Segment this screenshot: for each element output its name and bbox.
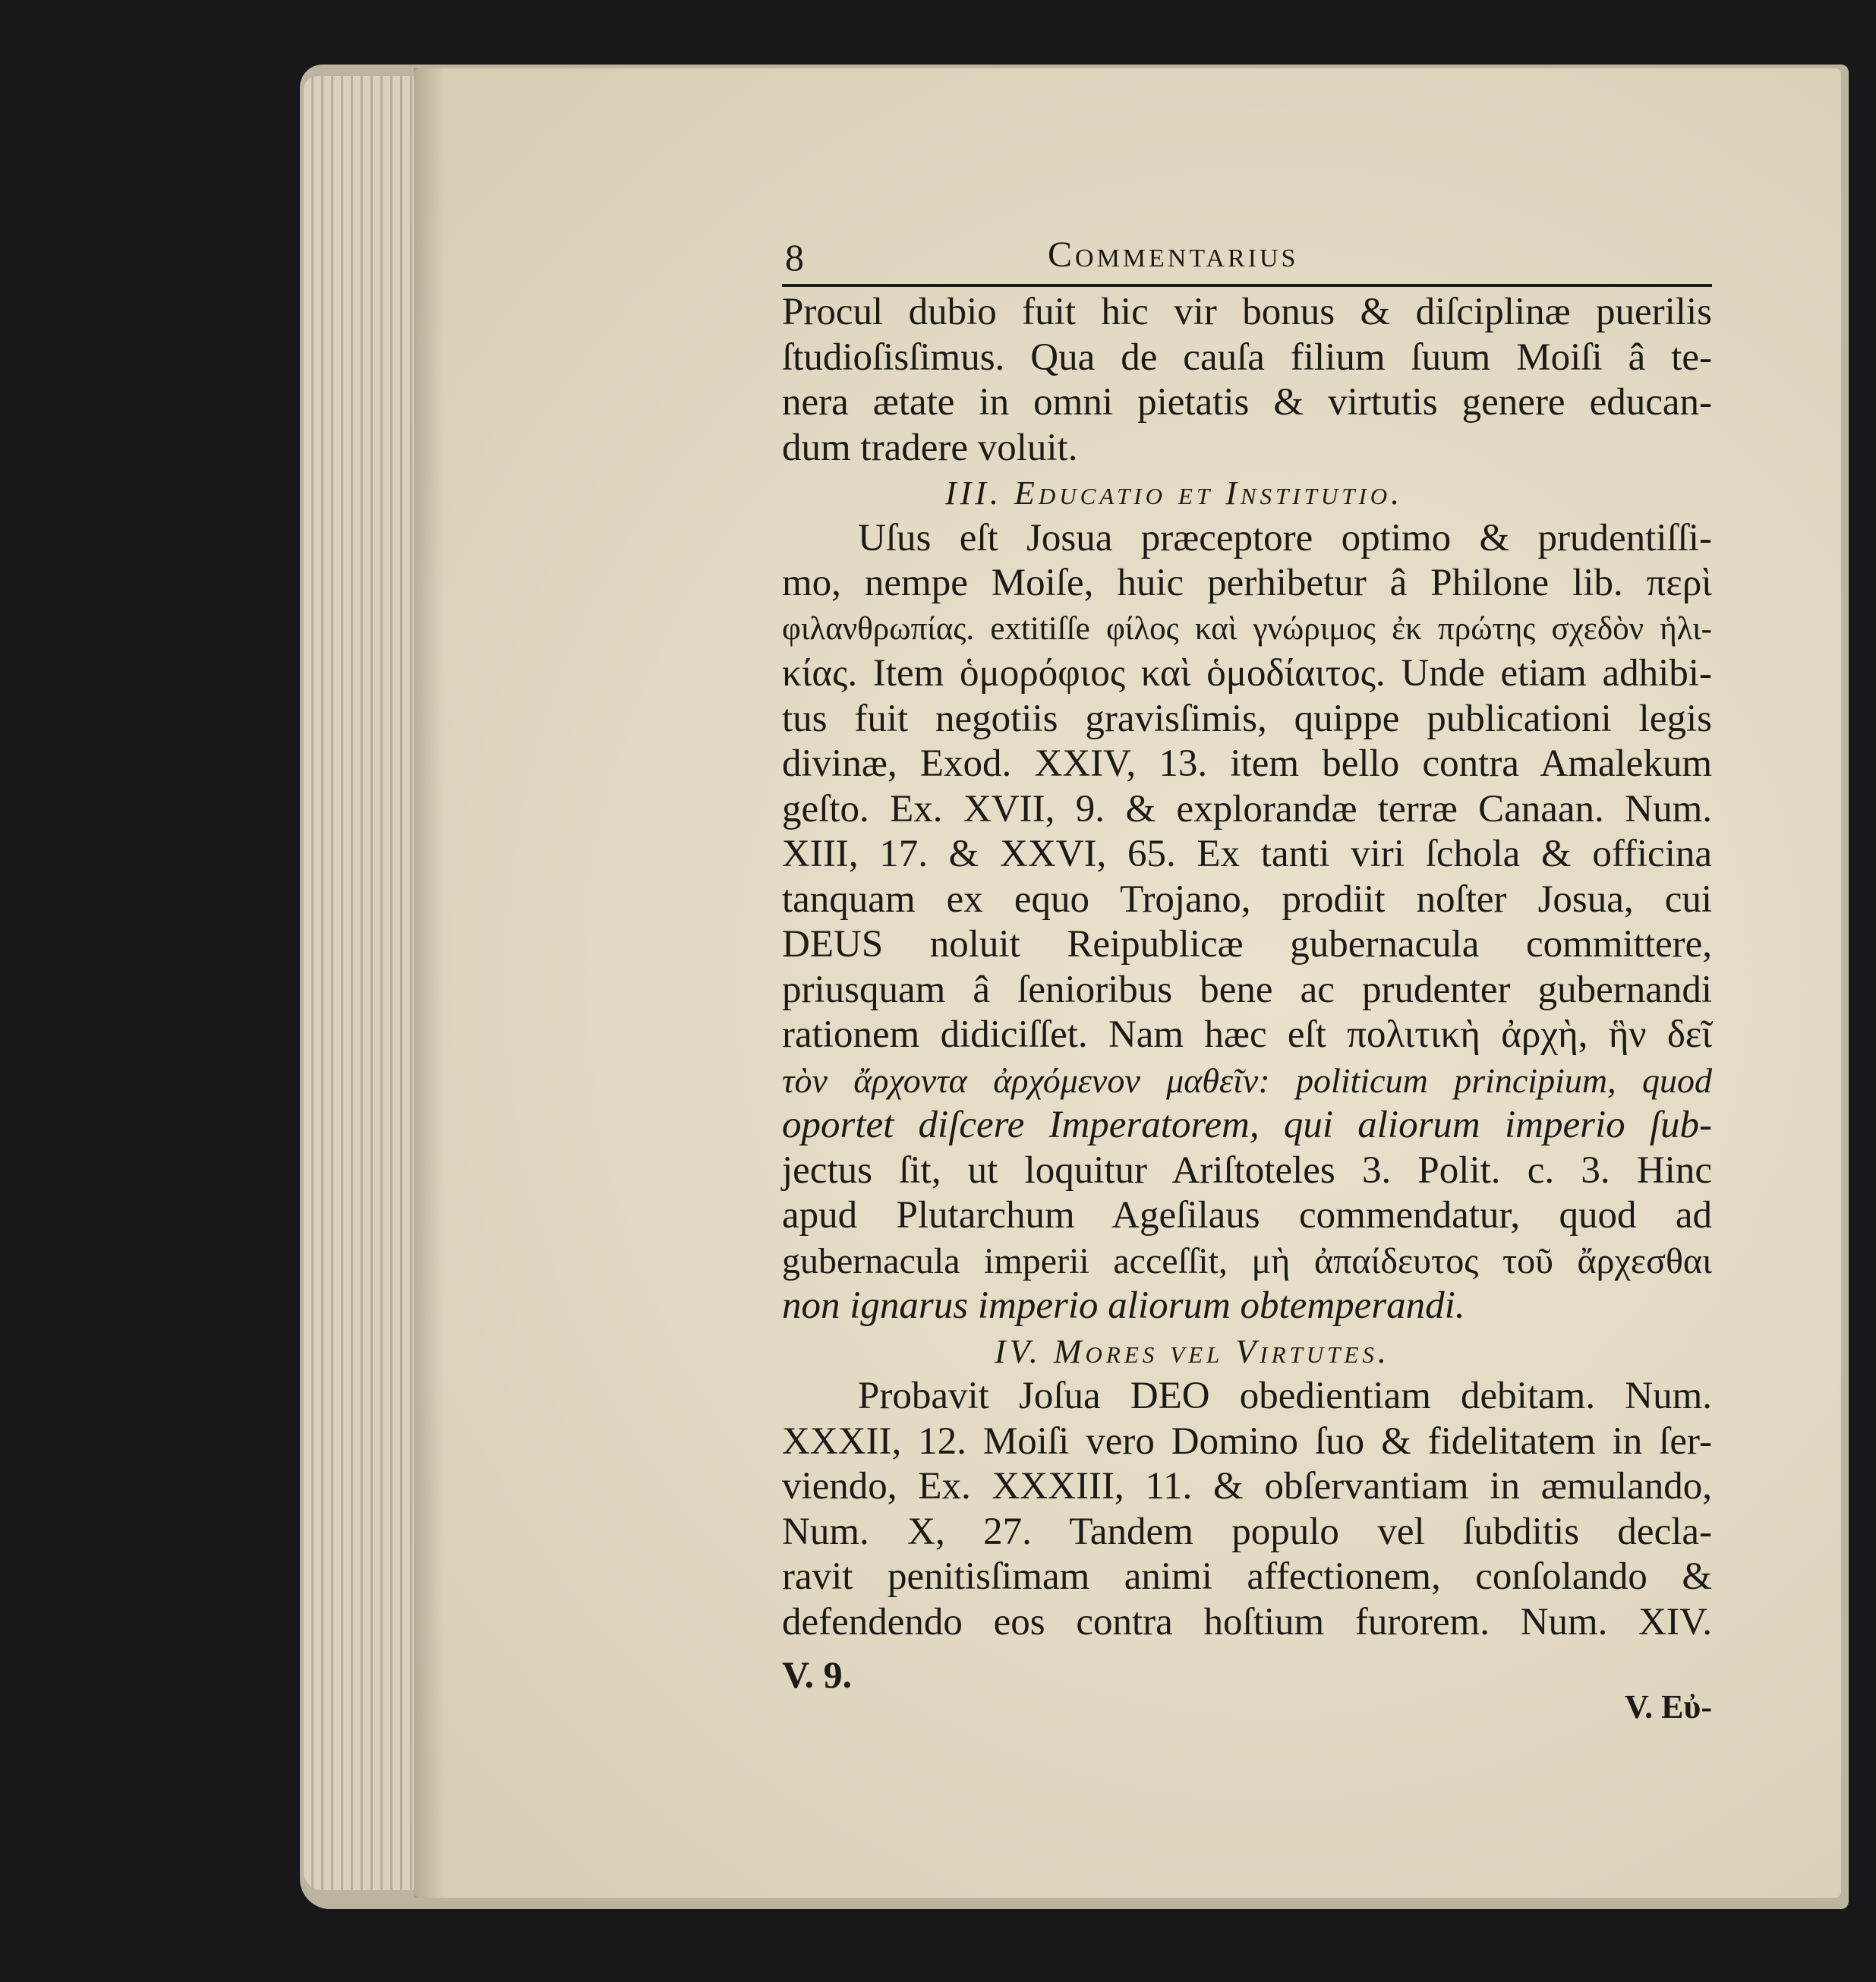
text-line: XIII, 17. & XXVI, 65. Ex tanti viri ſchola & officina: [782, 833, 1712, 875]
text-block: [782, 228, 1712, 1725]
text-line: XXXII, 12. Moiſi vero Domino ſuo & fidelitatem in ſer-: [782, 1420, 1712, 1463]
page-header: [782, 228, 1712, 282]
text-line: apud Plutarchum Ageſilaus commendatur, quod ad: [782, 1194, 1712, 1237]
text-line: non ignarus imperio aliorum obtemperandi.: [782, 1284, 1465, 1327]
section-heading-3: III. Educatio et Institutio.: [945, 474, 1404, 512]
text-line: Probavit Joſua DEO obedientiam debitam. Num.: [858, 1375, 1712, 1417]
text-line: φιλανθρωπίας. extitiſſe φίλος καὶ γνώριμος ἐκ πρώτης σχεδὸν ἡλι-: [782, 610, 1712, 647]
text-line: oportet diſcere Imperatorem, qui aliorum imperio ſub-: [782, 1104, 1712, 1146]
text-line: ravit penitisſimam animi affectionem, conſolando &: [782, 1555, 1712, 1598]
text-line: Uſus eſt Josua præceptore optimo & prudentiſſi-: [858, 516, 1712, 559]
text-line: geſto. Ex. XVII, 9. & explorandæ terræ Canaan. Num.: [782, 787, 1712, 830]
final-line: V. 9.: [782, 1653, 853, 1696]
text-line: tus fuit negotiis gravisſimis, quippe publicationi legis: [782, 697, 1712, 740]
catchword: V. Εὐ-: [1625, 1688, 1712, 1725]
text-line: mo, nempe Moiſe, huic perhibetur â Philone lib. περὶ: [782, 562, 1712, 604]
text-line: τὸν ἄρχοντα ἀρχόμενον μαθεῖν: politicum principium, quod: [782, 1060, 1712, 1100]
text-line: defendendo eos contra hoſtium furorem. Num. XIV.: [782, 1600, 1712, 1643]
text-line: rationem didiciſſet. Nam hæc eſt πολιτικὴ ἀρχὴ, ἣν δεῖ: [782, 1013, 1712, 1056]
text-line: nera ætate in omni pietatis & virtutis genere educan-: [782, 381, 1712, 424]
gutter-shadow: [414, 68, 444, 1898]
text-line: jectus ſit, ut loquitur Ariſtoteles 3. Polit. c. 3. Hinc: [782, 1149, 1712, 1192]
section-heading-4: IV. Mores vel Virtutes.: [995, 1332, 1390, 1370]
text-line: Num. X, 27. Tandem populo vel ſubditis decla-: [782, 1510, 1712, 1553]
text-line: Procul dubio fuit hic vir bonus & diſciplinæ puerilis: [782, 291, 1712, 333]
text-line: priusquam â ſenioribus bene ac prudenter gubernandi: [782, 968, 1712, 1011]
page-footer: [782, 1653, 1712, 1725]
page-number: 8: [785, 236, 804, 279]
text-line: tanquam ex equo Trojano, prodiit noſter Josua, cui: [782, 878, 1712, 921]
text-line: DEUS noluit Reipublicæ gubernacula committere,: [782, 923, 1712, 966]
running-head: Commentarius: [1048, 235, 1299, 275]
text-line: ſtudioſisſimus. Qua de cauſa filium ſuum Moiſi â te-: [782, 336, 1712, 379]
text-line: dum tradere voluit.: [782, 426, 1078, 469]
text-line: divinæ, Exod. XXIV, 13. item bello contra Amalekum: [782, 742, 1712, 785]
header-rule: [782, 284, 1712, 287]
text-line: κίας. Item ὁμορόφιος καὶ ὁμοδίαιτος. Unde etiam adhibi-: [782, 652, 1712, 695]
text-line: gubernacula imperii acceſſit, μὴ ἀπαίδευτος τοῦ ἄρχεσθαι: [782, 1240, 1712, 1281]
text-line: viendo, Ex. XXXIII, 11. & obſervantiam in æmulando,: [782, 1465, 1712, 1508]
